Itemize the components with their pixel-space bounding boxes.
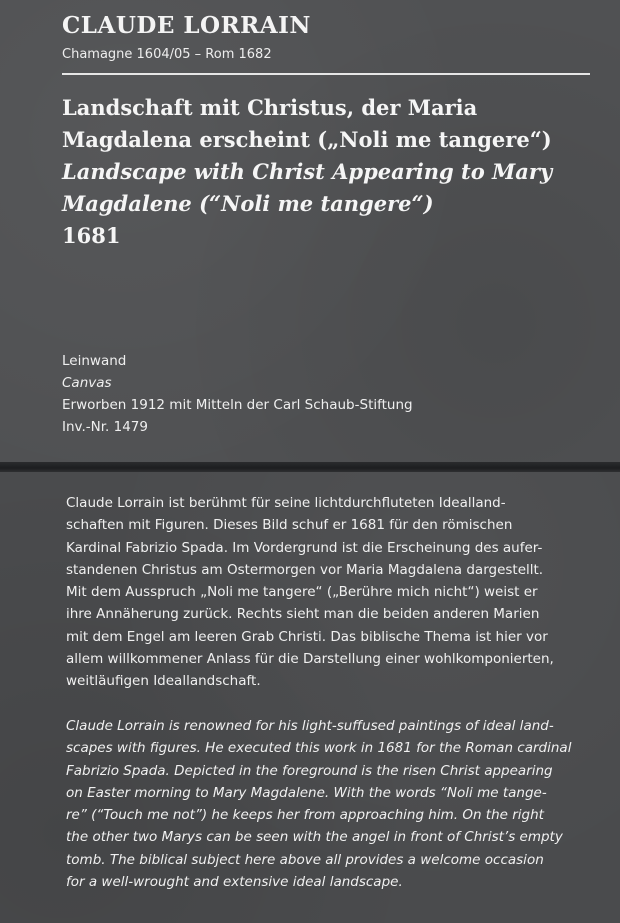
text-line: on Easter morning to Mary Magdalene. With the words “Noli me tange- bbox=[66, 784, 547, 801]
text-line: tomb. The biblical subject here above all provides a welcome occasion bbox=[66, 851, 544, 868]
text-line: weitläufigen Ideallandschaft. bbox=[66, 673, 261, 690]
text-line: Claude Lorrain ist berühmt für seine lichtdurchfluteten Idealland- bbox=[66, 495, 506, 511]
text-line: the other two Marys can be seen with the angel in front of Christ’s empty bbox=[66, 829, 563, 846]
text-line: Fabrizio Spada. Depicted in the foreground is the risen Christ appearing bbox=[66, 762, 553, 779]
description-english bbox=[66, 715, 580, 893]
title-de-line-1: Landschaft mit Christus, der Maria bbox=[62, 95, 478, 120]
text-line: Claude Lorrain is renowned for his light-suffused paintings of ideal land- bbox=[66, 718, 554, 734]
text-line: scapes with figures. He executed this work in 1681 for the Roman cardinal bbox=[66, 740, 572, 757]
artist-name: CLAUDE LORRAIN bbox=[62, 12, 311, 39]
text-line: Kardinal Fabrizio Spada. Im Vordergrund ist die Erscheinung des aufer- bbox=[66, 539, 543, 556]
panel-seam bbox=[0, 462, 620, 472]
artist-dates: Chamagne 1604/05 – Rom 1682 bbox=[62, 47, 272, 62]
text-line: ihre Annäherung zurück. Rechts sieht man die beiden anderen Marien bbox=[66, 606, 540, 623]
artwork-title-block bbox=[62, 92, 602, 252]
artwork-metadata bbox=[62, 350, 413, 438]
medium-de: Leinwand bbox=[62, 353, 127, 369]
medium-en: Canvas bbox=[62, 375, 112, 391]
artwork-year: 1681 bbox=[62, 223, 121, 248]
title-en-line-1: Landscape with Christ Appearing to Mary bbox=[62, 159, 553, 184]
text-line: re” (“Touch me not”) he keeps her from approaching him. On the right bbox=[66, 807, 544, 824]
inventory-number: Inv.-Nr. 1479 bbox=[62, 419, 148, 435]
description-german bbox=[66, 492, 580, 693]
text-line: mit dem Engel am leeren Grab Christi. Das biblische Thema ist hier vor bbox=[66, 628, 548, 645]
text-line: standenen Christus am Ostermorgen vor Maria Magdalena dargestellt. bbox=[66, 561, 544, 578]
text-line: allem willkommener Anlass für die Darstellung einer wohlkomponierten, bbox=[66, 651, 554, 668]
text-line: Mit dem Ausspruch „Noli me tangere“ („Berühre mich nicht“) weist er bbox=[66, 584, 538, 601]
title-en-line-2: Magdalene (“Noli me tangere“) bbox=[62, 191, 434, 216]
acquisition-note: Erworben 1912 mit Mitteln der Carl Schaub-Stiftung bbox=[62, 397, 413, 413]
divider-rule bbox=[62, 73, 590, 75]
title-de-line-2: Magdalena erscheint („Noli me tangere“) bbox=[62, 127, 552, 152]
text-line: for a well-wrought and extensive ideal landscape. bbox=[66, 874, 403, 891]
text-line: schaften mit Figuren. Dieses Bild schuf er 1681 für den römischen bbox=[66, 517, 513, 534]
